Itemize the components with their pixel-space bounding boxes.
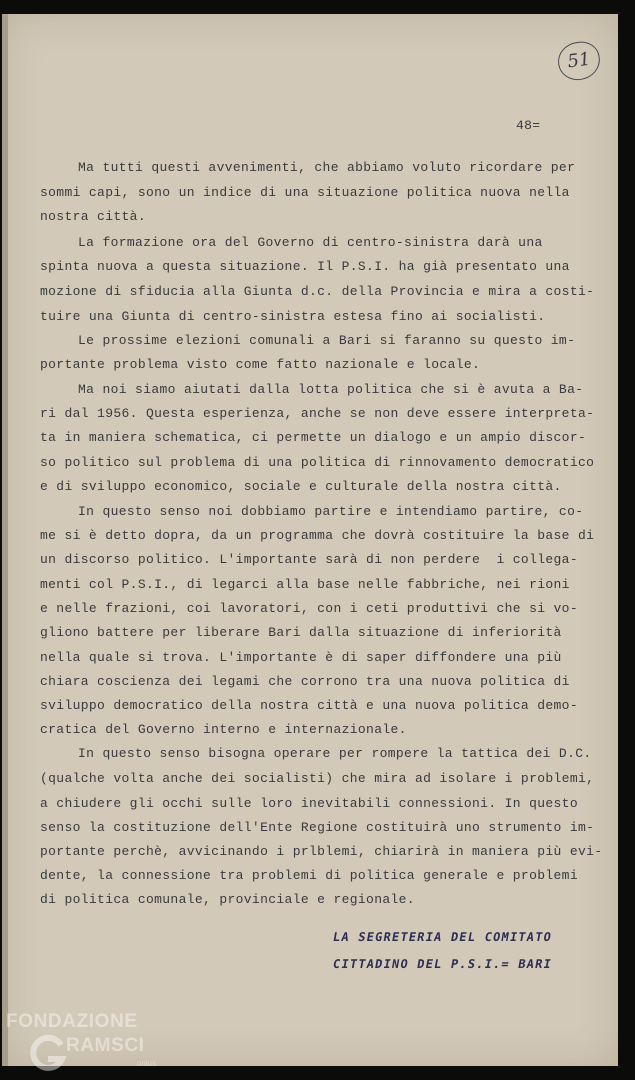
text-line: di politica comunale, provinciale e regionale.	[40, 892, 415, 907]
watermark-line-1: FONDAZIONE	[6, 1011, 138, 1032]
text-line: sommi capi, sono un indice di una situazione politica nuova nella	[40, 185, 570, 200]
gramsci-g-logo-icon	[28, 1033, 68, 1073]
text-line: In questo senso bisogna operare per rompere la tattica dei D.C.	[78, 746, 592, 761]
text-line: Ma noi siamo aiutati dalla lotta politica che si è avuta a Ba-	[78, 382, 584, 397]
text-line: chiara coscienza dei legami che corrono tra una nuova politica di	[40, 674, 570, 689]
signature-line: CITTADINO DEL P.S.I.= BARI	[331, 957, 554, 971]
text-line: gliono battere per liberare Bari dalla situazione di inferiorità	[40, 625, 562, 640]
annotation-number: 51	[566, 48, 592, 73]
text-line: ri dal 1956. Questa esperienza, anche se non deve essere interpreta-	[40, 406, 595, 421]
text-line: senso la costituzione dell'Ente Regione costituirà uno strumento im-	[40, 820, 595, 835]
text-line: ta in maniera schematica, ci permette un dialogo e un ampio discor-	[40, 430, 587, 445]
text-line: Ma tutti questi avvenimenti, che abbiamo voluto ricordare per	[78, 160, 576, 175]
text-line: cratica del Governo interno e internazionale.	[40, 722, 407, 737]
text-line: portante problema visto come fatto nazionale e locale.	[40, 357, 481, 372]
text-line: tuire una Giunta di centro-sinistra estesa fino ai socialisti.	[40, 309, 546, 324]
signature-line: LA SEGRETERIA DEL COMITATO	[331, 930, 554, 944]
text-line: In questo senso noi dobbiamo partire e intendiamo partire, co-	[78, 504, 584, 519]
text-line: mozione di sfiducia alla Giunta d.c. della Provincia e mira a costi-	[40, 284, 595, 299]
text-line: me si è detto dopra, da un programma che dovrà costituire la base di	[40, 528, 595, 543]
watermark-line-2: RAMSCI	[66, 1035, 145, 1056]
text-line: un discorso politico. L'importante sarà di non perdere i collega-	[40, 552, 578, 567]
text-line: nostra città.	[40, 209, 146, 224]
text-line: portante perchè, avvicinando i prlblemi, chiarirà in maniera più evi-	[40, 844, 603, 859]
text-line: a chiudere gli occhi sulle loro inevitabili connessioni. In questo	[40, 796, 578, 811]
text-line: dente, la connessione tra problemi di politica generale e problemi	[40, 868, 578, 883]
text-line: menti col P.S.I., di legarci alla base nelle fabbriche, nei rioni	[40, 577, 570, 592]
text-line: so politico sul problema di una politica di rinnovamento democratico	[40, 455, 595, 470]
fondazione-gramsci-watermark	[6, 1011, 166, 1075]
page-binding-edge	[2, 14, 8, 1066]
text-line: nella quale si trova. L'importante è di saper diffondere una più	[40, 650, 562, 665]
text-line: e nelle frazioni, coi lavoratori, con i ceti produttivi che si vo-	[40, 601, 578, 616]
text-line: Le prossime elezioni comunali a Bari si faranno su questo im-	[78, 333, 576, 348]
page-number: 48=	[516, 118, 541, 133]
text-line: spinta nuova a questa situazione. Il P.S.I. ha già presentato una	[40, 259, 570, 274]
text-line: sviluppo democratico della nostra città e una nuova politica demo-	[40, 698, 578, 713]
watermark-line-3: onlus	[137, 1059, 157, 1068]
text-line: e di sviluppo economico, sociale e culturale della nostra città.	[40, 479, 562, 494]
text-line: La formazione ora del Governo di centro-sinistra darà una	[78, 235, 543, 250]
text-line: (qualche volta anche dei socialisti) che mira ad isolare i problemi,	[40, 771, 595, 786]
